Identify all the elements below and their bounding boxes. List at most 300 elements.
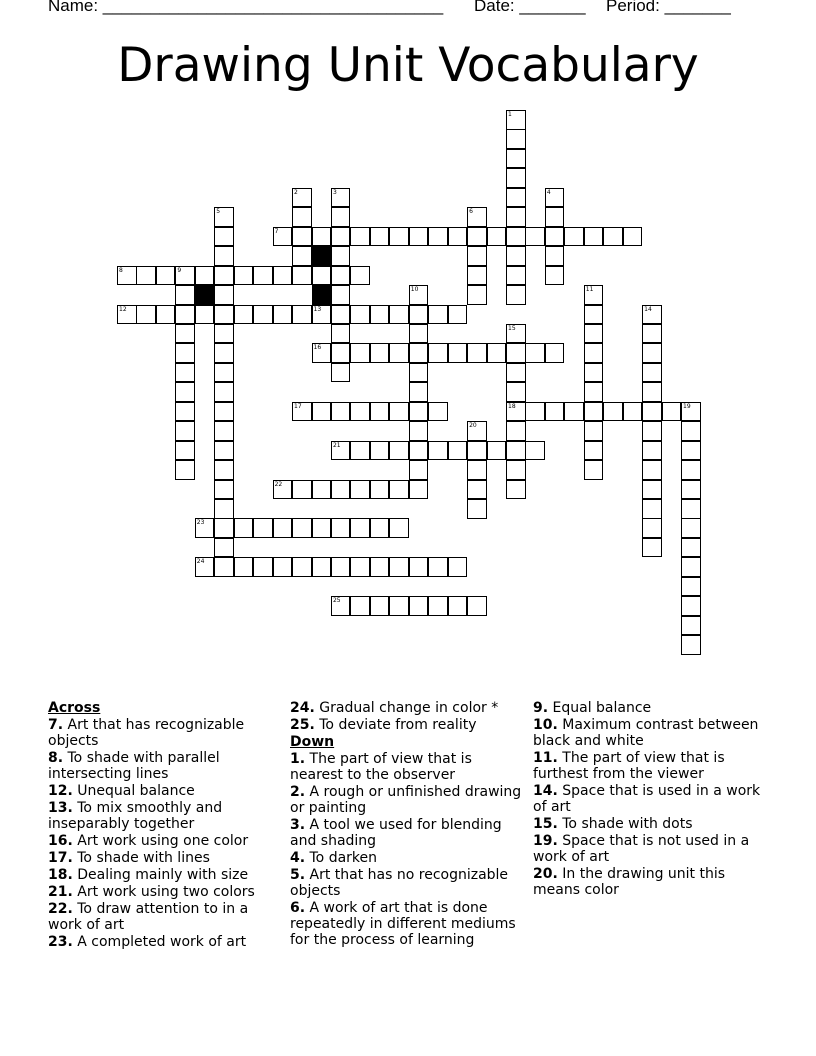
grid-cell[interactable] (312, 266, 332, 286)
grid-cell[interactable] (409, 460, 429, 480)
black-square (195, 285, 215, 305)
grid-cell[interactable] (350, 305, 370, 325)
grid-cell[interactable] (234, 518, 254, 538)
grid-cell[interactable] (448, 305, 468, 325)
clue-text: To shade with dots (557, 816, 693, 832)
grid-cell[interactable] (175, 285, 195, 305)
grid-cell[interactable] (312, 402, 332, 422)
grid-cell[interactable] (642, 441, 662, 461)
grid-cell[interactable] (214, 285, 234, 305)
grid-cell[interactable] (214, 460, 234, 480)
grid-cell[interactable] (389, 305, 409, 325)
grid-cell[interactable] (545, 343, 565, 363)
grid-cell[interactable] (331, 246, 351, 266)
clue-number: 10. (533, 717, 558, 733)
grid-cell[interactable] (331, 207, 351, 227)
grid-cell[interactable] (506, 188, 526, 208)
clue-number: 22. (48, 901, 73, 917)
grid-cell[interactable] (642, 480, 662, 500)
grid-cell[interactable] (506, 421, 526, 441)
grid-cell[interactable] (409, 421, 429, 441)
grid-cell[interactable] (584, 324, 604, 344)
grid-cell[interactable] (331, 227, 351, 247)
grid-cell[interactable] (681, 402, 701, 422)
grid-cell[interactable] (234, 305, 254, 325)
clue-text: A rough or unfinished drawing or painting (290, 784, 522, 816)
grid-cell[interactable] (584, 227, 604, 247)
grid-cell[interactable] (292, 266, 312, 286)
grid-cell[interactable] (409, 596, 429, 616)
grid-cell[interactable] (681, 480, 701, 500)
grid-cell[interactable] (448, 557, 468, 577)
grid-cell[interactable] (603, 402, 623, 422)
grid-cell[interactable] (545, 188, 565, 208)
grid-cell[interactable] (195, 518, 215, 538)
grid-cell[interactable] (331, 596, 351, 616)
grid-cell[interactable] (389, 227, 409, 247)
period-field[interactable]: Period: _______ (606, 0, 731, 15)
clue-number: 21 (332, 441, 341, 449)
grid-cell[interactable] (350, 402, 370, 422)
grid-cell[interactable] (467, 441, 487, 461)
grid-cell[interactable] (292, 402, 312, 422)
grid-cell[interactable] (175, 382, 195, 402)
grid-cell[interactable] (603, 227, 623, 247)
grid-cell[interactable] (428, 402, 448, 422)
grid-cell[interactable] (292, 246, 312, 266)
grid-cell[interactable] (642, 499, 662, 519)
clue-number: 19. (533, 833, 558, 849)
clue-number: 7. (48, 717, 64, 733)
grid-cell[interactable] (389, 518, 409, 538)
grid-cell[interactable] (195, 557, 215, 577)
grid-cell[interactable] (370, 480, 390, 500)
grid-cell[interactable] (428, 343, 448, 363)
grid-cell[interactable] (448, 441, 468, 461)
grid-cell[interactable] (525, 441, 545, 461)
grid-cell[interactable] (545, 246, 565, 266)
grid-cell[interactable] (525, 402, 545, 422)
grid-cell[interactable] (331, 402, 351, 422)
grid-cell[interactable] (273, 266, 293, 286)
clue-number: 11 (585, 286, 594, 294)
grid-cell[interactable] (195, 305, 215, 325)
grid-cell[interactable] (175, 305, 195, 325)
clue-number: 14. (533, 783, 558, 799)
down-clue (290, 817, 526, 849)
grid-cell[interactable] (312, 305, 332, 325)
grid-cell[interactable] (681, 460, 701, 480)
grid-cell[interactable] (136, 305, 156, 325)
clue-number: 24 (196, 558, 205, 566)
clue-text: Maximum contrast between black and white (533, 717, 759, 749)
grid-cell[interactable] (584, 421, 604, 441)
clue-number: 3. (290, 817, 306, 833)
clue-number: 18. (48, 867, 73, 883)
grid-cell[interactable] (350, 518, 370, 538)
grid-cell[interactable] (623, 402, 643, 422)
grid-cell[interactable] (370, 402, 390, 422)
clue-text: Art that has recognizable objects (48, 717, 245, 749)
grid-cell[interactable] (584, 402, 604, 422)
grid-cell[interactable] (350, 343, 370, 363)
down-clue (533, 700, 769, 716)
name-field[interactable]: Name: ____________________________________ (48, 0, 444, 15)
grid-cell[interactable] (564, 227, 584, 247)
grid-cell[interactable] (428, 305, 448, 325)
clue-number: 5 (216, 208, 221, 216)
grid-cell[interactable] (312, 557, 332, 577)
grid-cell[interactable] (467, 460, 487, 480)
grid-cell[interactable] (214, 343, 234, 363)
grid-cell[interactable] (681, 499, 701, 519)
grid-cell[interactable] (545, 266, 565, 286)
grid-cell[interactable] (681, 441, 701, 461)
clue-text: Space that is used in a work of art (533, 783, 761, 815)
grid-cell[interactable] (584, 363, 604, 383)
clue-number: 8. (48, 750, 64, 766)
clue-number: 4 (546, 188, 551, 196)
grid-cell[interactable] (506, 480, 526, 500)
grid-cell[interactable] (506, 266, 526, 286)
grid-cell[interactable] (350, 596, 370, 616)
grid-cell[interactable] (467, 207, 487, 227)
grid-cell[interactable] (292, 305, 312, 325)
clue-text: To shade with parallel intersecting lines (48, 750, 220, 782)
grid-cell[interactable] (389, 480, 409, 500)
grid-cell[interactable] (448, 343, 468, 363)
grid-cell[interactable] (467, 596, 487, 616)
grid-cell[interactable] (350, 227, 370, 247)
clue-text: A work of art that is done repeatedly in different mediums for the process of learning (290, 900, 516, 948)
grid-cell[interactable] (467, 246, 487, 266)
grid-cell[interactable] (214, 382, 234, 402)
grid-cell[interactable] (545, 402, 565, 422)
grid-cell[interactable] (350, 266, 370, 286)
grid-cell[interactable] (370, 441, 390, 461)
grid-cell[interactable] (214, 227, 234, 247)
grid-cell[interactable] (487, 343, 507, 363)
grid-cell[interactable] (350, 480, 370, 500)
clue-number: 23 (196, 519, 205, 527)
clue-number: 17. (48, 850, 73, 866)
grid-cell[interactable] (467, 499, 487, 519)
grid-cell[interactable] (467, 343, 487, 363)
across-heading: Across (48, 700, 101, 716)
grid-cell[interactable] (214, 363, 234, 383)
grid-cell[interactable] (448, 596, 468, 616)
grid-cell[interactable] (525, 227, 545, 247)
clues-column-2 (290, 700, 526, 949)
grid-cell[interactable] (156, 305, 176, 325)
grid-cell[interactable] (370, 305, 390, 325)
grid-cell[interactable] (273, 557, 293, 577)
clue-text: Art work using two colors (72, 884, 255, 900)
grid-cell[interactable] (525, 343, 545, 363)
grid-cell[interactable] (584, 382, 604, 402)
clue-number: 16 (313, 344, 322, 352)
grid-cell[interactable] (584, 285, 604, 305)
grid-cell[interactable] (331, 518, 351, 538)
grid-cell[interactable] (642, 421, 662, 441)
grid-cell[interactable] (253, 305, 273, 325)
grid-cell[interactable] (370, 557, 390, 577)
grid-cell[interactable] (253, 266, 273, 286)
grid-cell[interactable] (623, 227, 643, 247)
grid-cell[interactable] (175, 363, 195, 383)
grid-cell[interactable] (214, 480, 234, 500)
grid-cell[interactable] (642, 518, 662, 538)
clue-number: 3 (332, 188, 337, 196)
grid-cell[interactable] (331, 188, 351, 208)
grid-cell[interactable] (681, 635, 701, 655)
grid-cell[interactable] (642, 402, 662, 422)
grid-cell[interactable] (409, 441, 429, 461)
grid-cell[interactable] (681, 538, 701, 558)
grid-cell[interactable] (214, 538, 234, 558)
grid-cell[interactable] (175, 402, 195, 422)
grid-cell[interactable] (214, 266, 234, 286)
grid-cell[interactable] (506, 110, 526, 130)
grid-cell[interactable] (331, 363, 351, 383)
clue-number: 11. (533, 750, 558, 766)
grid-cell[interactable] (409, 343, 429, 363)
grid-cell[interactable] (175, 460, 195, 480)
across-clue (290, 717, 526, 733)
grid-cell[interactable] (175, 343, 195, 363)
grid-cell[interactable] (545, 207, 565, 227)
grid-cell[interactable] (312, 518, 332, 538)
clue-number: 24. (290, 700, 315, 716)
grid-cell[interactable] (331, 305, 351, 325)
grid-cell[interactable] (214, 421, 234, 441)
grid-cell[interactable] (506, 149, 526, 169)
across-clue (48, 884, 280, 900)
grid-cell[interactable] (409, 285, 429, 305)
clue-number: 19 (683, 402, 691, 410)
grid-cell[interactable] (214, 518, 234, 538)
grid-cell[interactable] (487, 441, 507, 461)
grid-cell[interactable] (506, 246, 526, 266)
grid-cell[interactable] (156, 266, 176, 286)
grid-cell[interactable] (584, 305, 604, 325)
grid-cell[interactable] (389, 557, 409, 577)
grid-cell[interactable] (312, 480, 332, 500)
grid-cell[interactable] (409, 305, 429, 325)
grid-cell[interactable] (428, 596, 448, 616)
grid-cell[interactable] (487, 227, 507, 247)
grid-cell[interactable] (428, 441, 448, 461)
date-field[interactable]: Date: _______ (474, 0, 586, 15)
grid-cell[interactable] (506, 168, 526, 188)
grid-cell[interactable] (506, 207, 526, 227)
grid-cell[interactable] (214, 207, 234, 227)
clue-text: The part of view that is nearest to the observer (290, 751, 472, 783)
grid-cell[interactable] (175, 324, 195, 344)
grid-cell[interactable] (409, 557, 429, 577)
grid-cell[interactable] (273, 518, 293, 538)
grid-cell[interactable] (428, 557, 448, 577)
grid-cell[interactable] (117, 305, 137, 325)
clue-number: 7 (274, 227, 279, 235)
grid-cell[interactable] (681, 616, 701, 636)
grid-cell[interactable] (292, 557, 312, 577)
grid-cell[interactable] (253, 557, 273, 577)
grid-cell[interactable] (409, 324, 429, 344)
grid-cell[interactable] (234, 266, 254, 286)
grid-cell[interactable] (642, 460, 662, 480)
grid-cell[interactable] (312, 343, 332, 363)
grid-cell[interactable] (292, 518, 312, 538)
grid-cell[interactable] (662, 402, 682, 422)
grid-cell[interactable] (409, 363, 429, 383)
grid-cell[interactable] (564, 402, 584, 422)
clue-text: Dealing mainly with size (72, 867, 249, 883)
grid-cell[interactable] (681, 518, 701, 538)
grid-cell[interactable] (370, 343, 390, 363)
clue-number: 2 (294, 188, 298, 196)
grid-cell[interactable] (389, 343, 409, 363)
grid-cell[interactable] (681, 596, 701, 616)
down-clue (290, 867, 526, 899)
grid-cell[interactable] (467, 266, 487, 286)
grid-cell[interactable] (214, 246, 234, 266)
grid-cell[interactable] (584, 441, 604, 461)
clue-number: 23. (48, 934, 73, 950)
clue-text: To draw attention to in a work of art (48, 901, 249, 933)
down-clue (533, 783, 769, 815)
grid-cell[interactable] (681, 421, 701, 441)
grid-cell[interactable] (545, 227, 565, 247)
grid-cell[interactable] (506, 382, 526, 402)
down-clue (533, 717, 769, 749)
grid-cell[interactable] (642, 324, 662, 344)
grid-cell[interactable] (506, 460, 526, 480)
clue-number: 22 (274, 480, 283, 488)
grid-cell[interactable] (584, 460, 604, 480)
grid-cell[interactable] (409, 480, 429, 500)
clue-number: 12 (119, 305, 127, 313)
grid-cell[interactable] (331, 285, 351, 305)
grid-cell[interactable] (409, 382, 429, 402)
grid-cell[interactable] (331, 557, 351, 577)
across-clue (48, 850, 280, 866)
clue-number: 25. (290, 717, 315, 733)
clue-number: 15. (533, 816, 558, 832)
grid-cell[interactable] (292, 188, 312, 208)
grid-cell[interactable] (331, 480, 351, 500)
grid-cell[interactable] (409, 402, 429, 422)
grid-cell[interactable] (214, 402, 234, 422)
clue-text: To shade with lines (72, 850, 210, 866)
grid-cell[interactable] (370, 596, 390, 616)
grid-cell[interactable] (273, 480, 293, 500)
clue-number: 15 (508, 324, 516, 332)
grid-cell[interactable] (175, 441, 195, 461)
grid-cell[interactable] (642, 538, 662, 558)
grid-cell[interactable] (214, 441, 234, 461)
grid-cell[interactable] (331, 324, 351, 344)
grid-cell[interactable] (506, 285, 526, 305)
grid-cell[interactable] (292, 207, 312, 227)
grid-cell[interactable] (642, 382, 662, 402)
grid-cell[interactable] (331, 266, 351, 286)
across-clue (48, 833, 280, 849)
grid-cell[interactable] (273, 305, 293, 325)
grid-cell[interactable] (175, 421, 195, 441)
grid-cell[interactable] (389, 402, 409, 422)
grid-cell[interactable] (506, 227, 526, 247)
down-clue (533, 866, 769, 898)
grid-cell[interactable] (428, 227, 448, 247)
grid-cell[interactable] (467, 227, 487, 247)
grid-cell[interactable] (467, 285, 487, 305)
grid-cell[interactable] (642, 305, 662, 325)
grid-cell[interactable] (370, 227, 390, 247)
clue-text: Art that has no recognizable objects (290, 867, 509, 899)
grid-cell[interactable] (506, 343, 526, 363)
grid-cell[interactable] (331, 441, 351, 461)
grid-cell[interactable] (409, 227, 429, 247)
grid-cell[interactable] (292, 227, 312, 247)
grid-cell[interactable] (506, 441, 526, 461)
grid-cell[interactable] (195, 266, 215, 286)
grid-cell[interactable] (389, 596, 409, 616)
grid-cell[interactable] (117, 266, 137, 286)
clue-number: 21. (48, 884, 73, 900)
clue-number: 17 (294, 402, 302, 410)
grid-cell[interactable] (389, 441, 409, 461)
clues-column-3 (533, 700, 769, 899)
grid-cell[interactable] (448, 227, 468, 247)
grid-cell[interactable] (681, 577, 701, 597)
grid-cell[interactable] (273, 227, 293, 247)
clue-text: Gradual change in color * (314, 700, 499, 716)
clue-text: The part of view that is furthest from the viewer (533, 750, 725, 782)
grid-cell[interactable] (642, 343, 662, 363)
grid-cell[interactable] (506, 402, 526, 422)
grid-cell[interactable] (292, 480, 312, 500)
grid-cell[interactable] (214, 324, 234, 344)
down-heading: Down (290, 734, 335, 750)
grid-cell[interactable] (642, 363, 662, 383)
grid-cell[interactable] (214, 499, 234, 519)
grid-cell[interactable] (506, 129, 526, 149)
clue-number: 10 (410, 286, 419, 294)
grid-cell[interactable] (506, 363, 526, 383)
grid-cell[interactable] (175, 266, 195, 286)
across-clue (48, 901, 280, 933)
grid-cell[interactable] (370, 518, 390, 538)
grid-cell[interactable] (506, 324, 526, 344)
grid-cell[interactable] (467, 480, 487, 500)
clue-number: 13 (313, 305, 322, 313)
grid-cell[interactable] (312, 227, 332, 247)
clue-number: 9 (177, 266, 182, 274)
black-square (312, 285, 332, 305)
grid-cell[interactable] (214, 305, 234, 325)
grid-cell[interactable] (350, 441, 370, 461)
grid-cell[interactable] (467, 421, 487, 441)
grid-cell[interactable] (584, 343, 604, 363)
grid-cell[interactable] (350, 557, 370, 577)
grid-cell[interactable] (681, 557, 701, 577)
grid-cell[interactable] (253, 518, 273, 538)
grid-cell[interactable] (331, 343, 351, 363)
grid-cell[interactable] (214, 557, 234, 577)
grid-cell[interactable] (136, 266, 156, 286)
grid-cell[interactable] (234, 557, 254, 577)
